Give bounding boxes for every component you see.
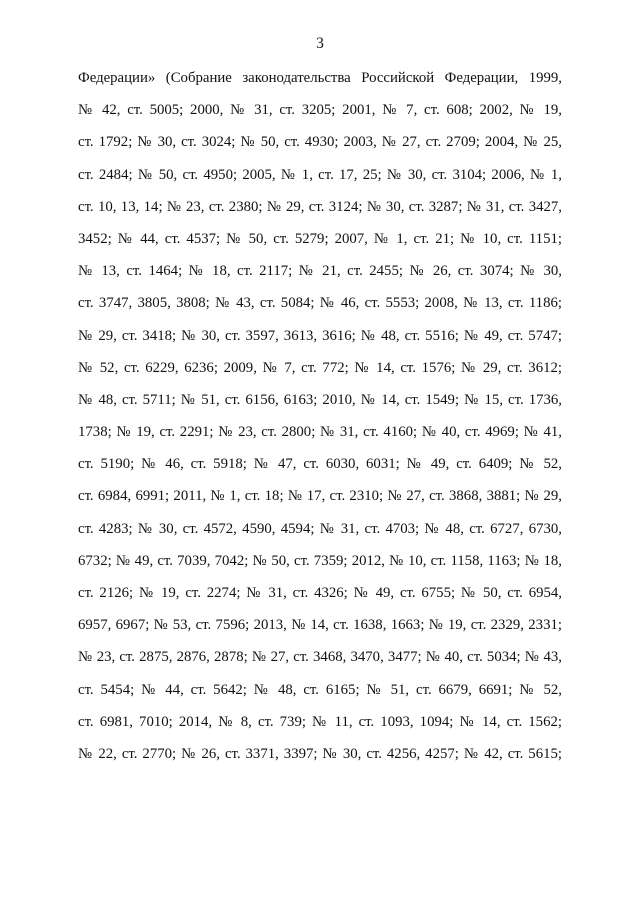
text-line: № 22, ст. 2770; № 26, ст. 3371, 3397; № 30, ст. 4256, 4257; № 42, ст. 5615; bbox=[78, 745, 562, 762]
text-line: ст. 2484; № 50, ст. 4950; 2005, № 1, ст. 17, 25; № 30, ст. 3104; 2006, № 1, bbox=[78, 166, 562, 183]
text-line: Федерации» (Собрание законодательства Российской Федерации, 1999, bbox=[78, 70, 562, 86]
text-line: № 42, ст. 5005; 2000, № 31, ст. 3205; 2001, № 7, ст. 608; 2002, № 19, bbox=[78, 102, 562, 119]
text-line: ст. 4283; № 30, ст. 4572, 4590, 4594; № 31, ст. 4703; № 48, ст. 6727, 6730, bbox=[78, 520, 562, 537]
text-line: ст. 3747, 3805, 3808; № 43, ст. 5084; № 46, ст. 5553; 2008, № 13, ст. 1186; bbox=[78, 295, 562, 312]
page-number: 3 bbox=[316, 35, 324, 52]
text-line: № 13, ст. 1464; № 18, ст. 2117; № 21, ст. 2455; № 26, ст. 3074; № 30, bbox=[78, 263, 562, 280]
body-text bbox=[78, 62, 562, 770]
text-line: ст. 6984, 6991; 2011, № 1, ст. 18; № 17, ст. 2310; № 27, ст. 3868, 3881; № 29, bbox=[78, 488, 562, 505]
text-line: 3452; № 44, ст. 4537; № 50, ст. 5279; 2007, № 1, ст. 21; № 10, ст. 1151; bbox=[78, 230, 562, 247]
text-line: ст. 6981, 7010; 2014, № 8, ст. 739; № 11, ст. 1093, 1094; № 14, ст. 1562; bbox=[78, 713, 562, 730]
text-line: № 23, ст. 2875, 2876, 2878; № 27, ст. 3468, 3470, 3477; № 40, ст. 5034; № 43, bbox=[78, 649, 562, 666]
text-line: ст. 5454; № 44, ст. 5642; № 48, ст. 6165; № 51, ст. 6679, 6691; № 52, bbox=[78, 681, 562, 698]
text-line: 6732; № 49, ст. 7039, 7042; № 50, ст. 7359; 2012, № 10, ст. 1158, 1163; № 18, bbox=[78, 552, 562, 569]
text-line: ст. 2126; № 19, ст. 2274; № 31, ст. 4326; № 49, ст. 6755; № 50, ст. 6954, bbox=[78, 585, 562, 601]
text-line: ст. 5190; № 46, ст. 5918; № 47, ст. 6030, 6031; № 49, ст. 6409; № 52, bbox=[78, 456, 562, 473]
text-line: 1738; № 19, ст. 2291; № 23, ст. 2800; № 31, ст. 4160; № 40, ст. 4969; № 41, bbox=[78, 424, 562, 441]
text-line: ст. 10, 13, 14; № 23, ст. 2380; № 29, ст. 3124; № 30, ст. 3287; № 31, ст. 3427, bbox=[78, 198, 562, 215]
text-line: ст. 1792; № 30, ст. 3024; № 50, ст. 4930; 2003, № 27, ст. 2709; 2004, № 25, bbox=[78, 134, 562, 151]
text-line: 6957, 6967; № 53, ст. 7596; 2013, № 14, ст. 1638, 1663; № 19, ст. 2329, 2331; bbox=[78, 617, 562, 634]
text-line: № 48, ст. 5711; № 51, ст. 6156, 6163; 2010, № 14, ст. 1549; № 15, ст. 1736, bbox=[78, 391, 562, 408]
text-line: № 29, ст. 3418; № 30, ст. 3597, 3613, 3616; № 48, ст. 5516; № 49, ст. 5747; bbox=[78, 327, 562, 344]
text-line: № 52, ст. 6229, 6236; 2009, № 7, ст. 772; № 14, ст. 1576; № 29, ст. 3612; bbox=[78, 359, 562, 376]
